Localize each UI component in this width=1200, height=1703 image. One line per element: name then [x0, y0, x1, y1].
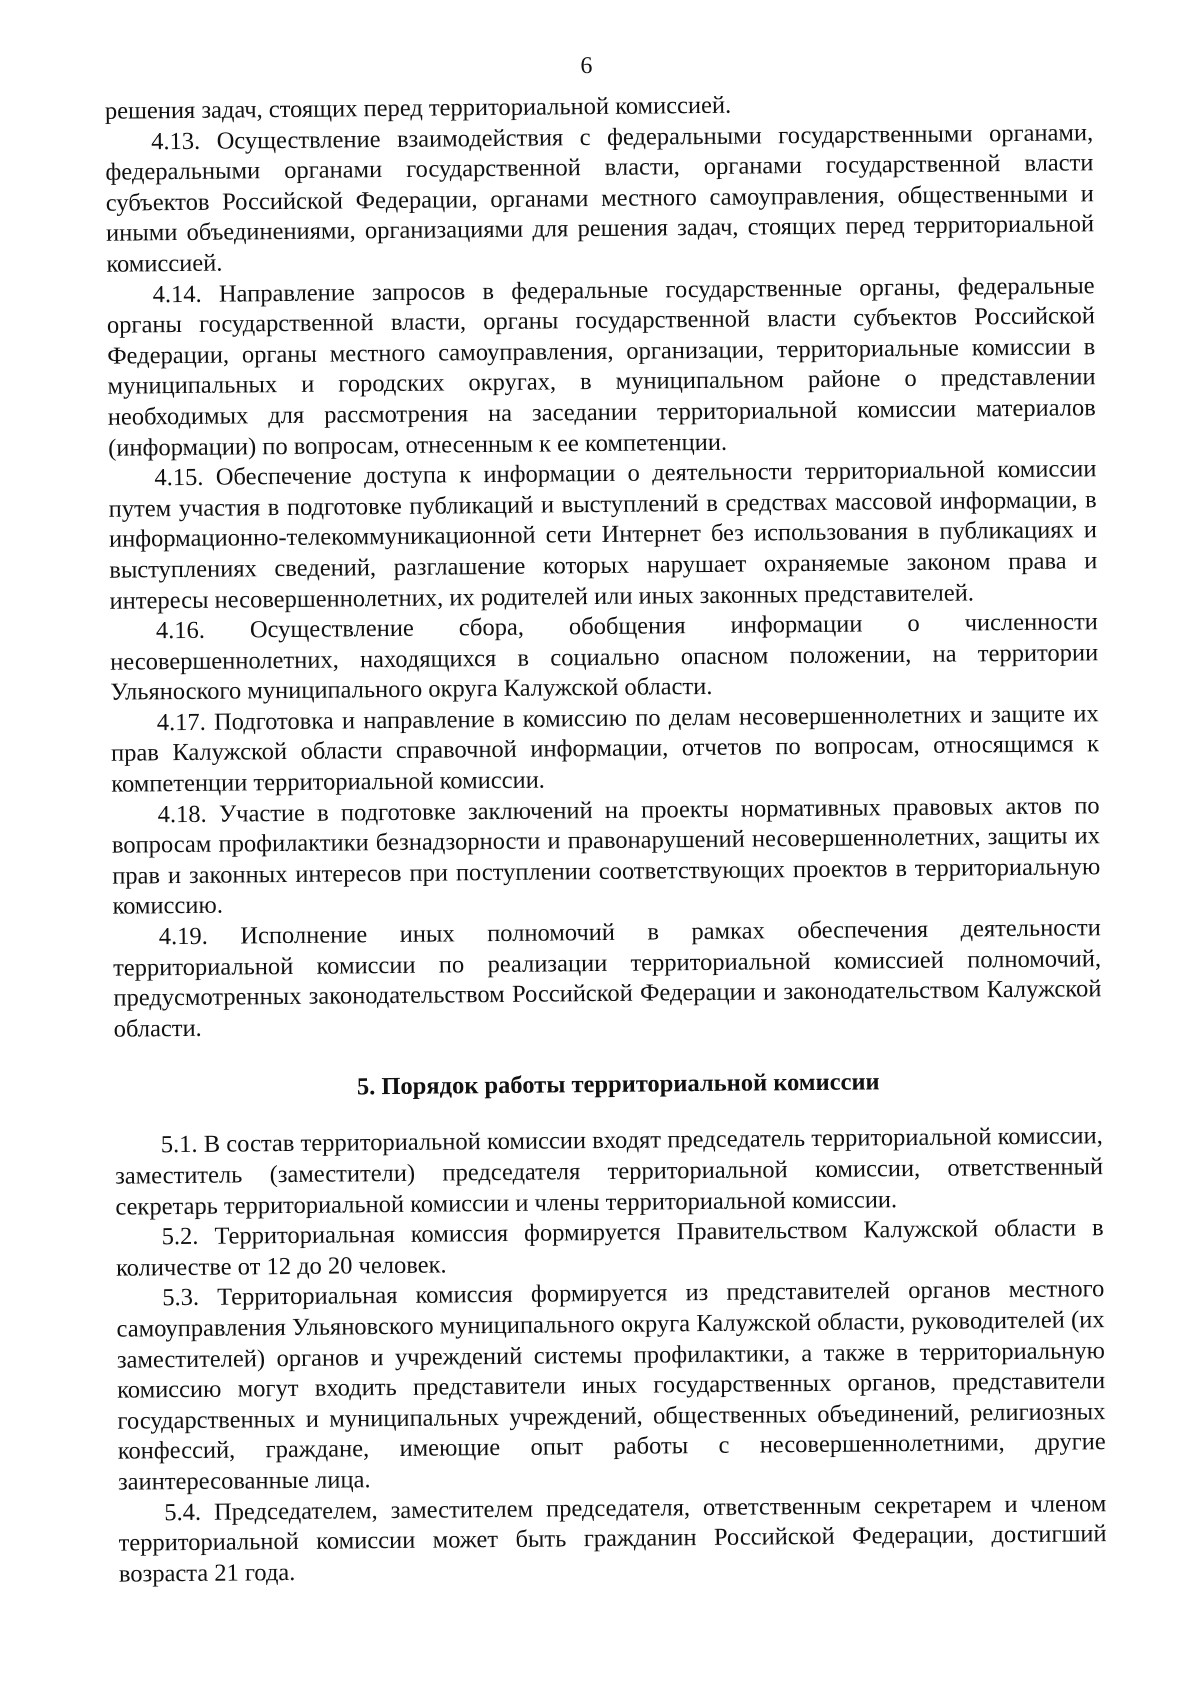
paragraph-4-15: 4.15. Обеспечение доступа к информации о деятельности территориальной комиссии путем участия в подготовке публикаций и выступлений в средствах массовой информации, в информационно-телекоммуникационной сети Интернет без использования в публикациях и выступлениях сведений, разглашение которых нарушает охраняемые законом права и интересы несовершеннолетних, их родителей или иных законных представителей. [108, 455, 1098, 615]
section-title: 5. Порядок работы территориальной комиссии [356, 1068, 880, 1101]
paragraph-continuation: решения задач, стоящих перед территориальной комиссией. [104, 91, 732, 125]
paragraph-5-3: 5.3. Территориальная комиссия формируется из представителей органов местного самоуправления Ульяновского муниципального округа Калужской области, руководителей (их заместителей) органов и учреждений системы профилактики, а также в территориальную комиссию могут входить представители иных государственных органов, представители государственных и муниципальных учреждений, общественных объединений, религиозных конфессий, граждане, имеющие опыт работы с несовершеннолетними, другие заинтересованные лица. [116, 1275, 1106, 1496]
paragraph-4-14: 4.14. Направление запросов в федеральные государственные органы, федеральные органы государственной власти, органы государственной власти субъектов Российской Федерации, органы местного самоуправления, организации, территориальные комиссии в муниципальных и городских округах, в муниципальном районе о представлении необходимых для рассмотрения на заседании территориальной комиссии материалов (информации) по вопросам, отнесенным к ее компетенции. [106, 271, 1096, 462]
paragraph-4-16: 4.16. Осуществление сбора, обобщения информации о численности несовершеннолетних, находящихся в социально опасном положении, на территории Ульяноского муниципального округа Калужской области. [110, 608, 1099, 706]
paragraph-4-13: 4.13. Осуществление взаимодействия с федеральными государственными органами, федеральными органами государственной власти, органами государственной власти субъектов Российской Федерации, органами местного самоуправления, общественными и иными объединениями, организациями для решения задач, стоящих перед территориальной комиссией. [105, 118, 1095, 278]
page-number: 6 [580, 53, 593, 80]
paragraph-5-2: 5.2. Территориальная комиссия формируется Правительством Калужской области в количестве от 12 до 20 человек. [115, 1214, 1104, 1282]
paragraph-4-17: 4.17. Подготовка и направление в комиссию по делам несовершеннолетних и защите их прав Калужской области справочной информации, отчетов по вопросам, относящимся к компетенции территориальной комиссии. [110, 700, 1100, 798]
paragraph-4-18: 4.18. Участие в подготовке заключений на проекты нормативных правовых актов по вопросам профилактики безнадзорности и правонарушений несовершеннолетних, защиты их прав и законных интересов при поступлении соответствующих проектов в территориальную комиссию. [111, 791, 1101, 921]
paragraph-4-19: 4.19. Исполнение иных полномочий в рамках обеспечения деятельности территориальной комиссии по реализации территориальной комиссией полномочий, предусмотренных законодательством Российской Федерации и законодательством Калужской области. [112, 914, 1102, 1043]
paragraph-5-4: 5.4. Председателем, заместителем председателя, ответственным секретарем и членом территориальной комиссии может быть гражданин Российской Федерации, достигший возраста 21 года. [118, 1489, 1107, 1588]
paragraph-5-1: 5.1. В состав территориальной комиссии входят председатель территориальной комиссии, заместитель (заместители) председателя территориальной комиссии, ответственный секретарь территориальной комиссии и члены территориальной комиссии. [114, 1122, 1104, 1221]
